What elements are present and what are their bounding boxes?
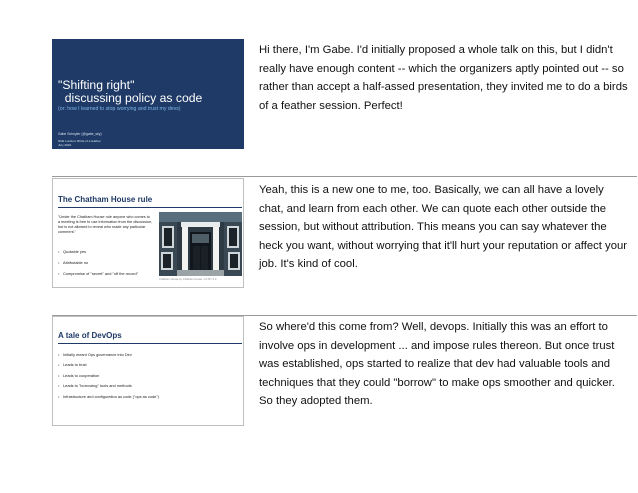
- slide-3-title: A tale of DevOps: [58, 331, 122, 340]
- slide-2-bullet: • Quotable yes: [58, 249, 138, 254]
- slide-2-bullet: • Compromise of "secret" and "off the record": [58, 271, 138, 276]
- slide-2-quote: "Under the Chatham House rule anyone who comes to a meeting is free to use information from the discussion, but is not allowed to reveal who made any particular comment.": [58, 215, 153, 234]
- slide-thumbnail-2[interactable]: [52, 178, 244, 288]
- slide-1-title: "Shifting right" discussing policy as code: [58, 78, 203, 105]
- slide-3-bullet: • Initially meant Ops governance into Dev: [58, 352, 159, 357]
- slide-1-author: Gabe Schuyler (@gabe_sky): [58, 132, 102, 136]
- slide-2-title-rule: [58, 207, 242, 208]
- speaker-notes-2: Yeah, this is a new one to me, too. Basically, we can all have a lovely chat, and learn from each other. We can quote each other outside the session, but without attribution. This means you can say whatever the heck you want, without worrying that it'll hurt your reputation or affect your job. It's kind of cool.: [259, 184, 628, 270]
- slide-3-bullet: • Leads to trust: [58, 362, 159, 367]
- chatham-house-photo: [159, 212, 242, 276]
- slide-2-bullets: [58, 249, 138, 282]
- slide-3-bullet: • Leads to "borrowing" tools and methods: [58, 383, 159, 388]
- slide-thumbnail-1[interactable]: [52, 39, 244, 149]
- slide-3-bullets: [58, 352, 159, 404]
- slide-1-event: [58, 139, 101, 147]
- speaker-notes-1: Hi there, I'm Gabe. I'd initially proposed a whole talk on this, but I didn't really have enough content -- which the organizers aptly pointed out -- so rather than accept a half-assed presentation, they invited me to do a birds of a feather session. Perfect!: [259, 44, 628, 112]
- slide-1-event-name: SCE London: Birds of a feather: [58, 139, 101, 143]
- slide-2-title: The Chatham House rule: [58, 195, 153, 204]
- building-facade-illustration: [159, 212, 242, 276]
- slide-3-title-rule: [58, 343, 242, 344]
- row-divider-1: [52, 176, 637, 177]
- slide-thumbnail-3[interactable]: [52, 316, 244, 426]
- slide-1-subtitle: (or: how I learned to stop worrying and trust my devs): [58, 106, 181, 112]
- slide-1-event-date: July 2022: [58, 143, 72, 147]
- photo-caption: Chatham House by Chatham House, CC BY 2.0: [159, 278, 217, 281]
- slide-3-bullet: • Leads to cooperation: [58, 373, 159, 378]
- speaker-notes-3: So where'd this come from? Well, devops. Initially this was an effort to involve ops in development ... and impose rules thereon. But once trust was established, ops started to realize that dev had valuable tools and techniques that they could "borrow" to make ops smoother and quicker. So they adopted them.: [259, 321, 615, 407]
- slide-3-bullet: • Infrastructure and configuration as code ("ops as code"): [58, 394, 159, 399]
- slide-2-bullet: • Attributable no: [58, 260, 138, 265]
